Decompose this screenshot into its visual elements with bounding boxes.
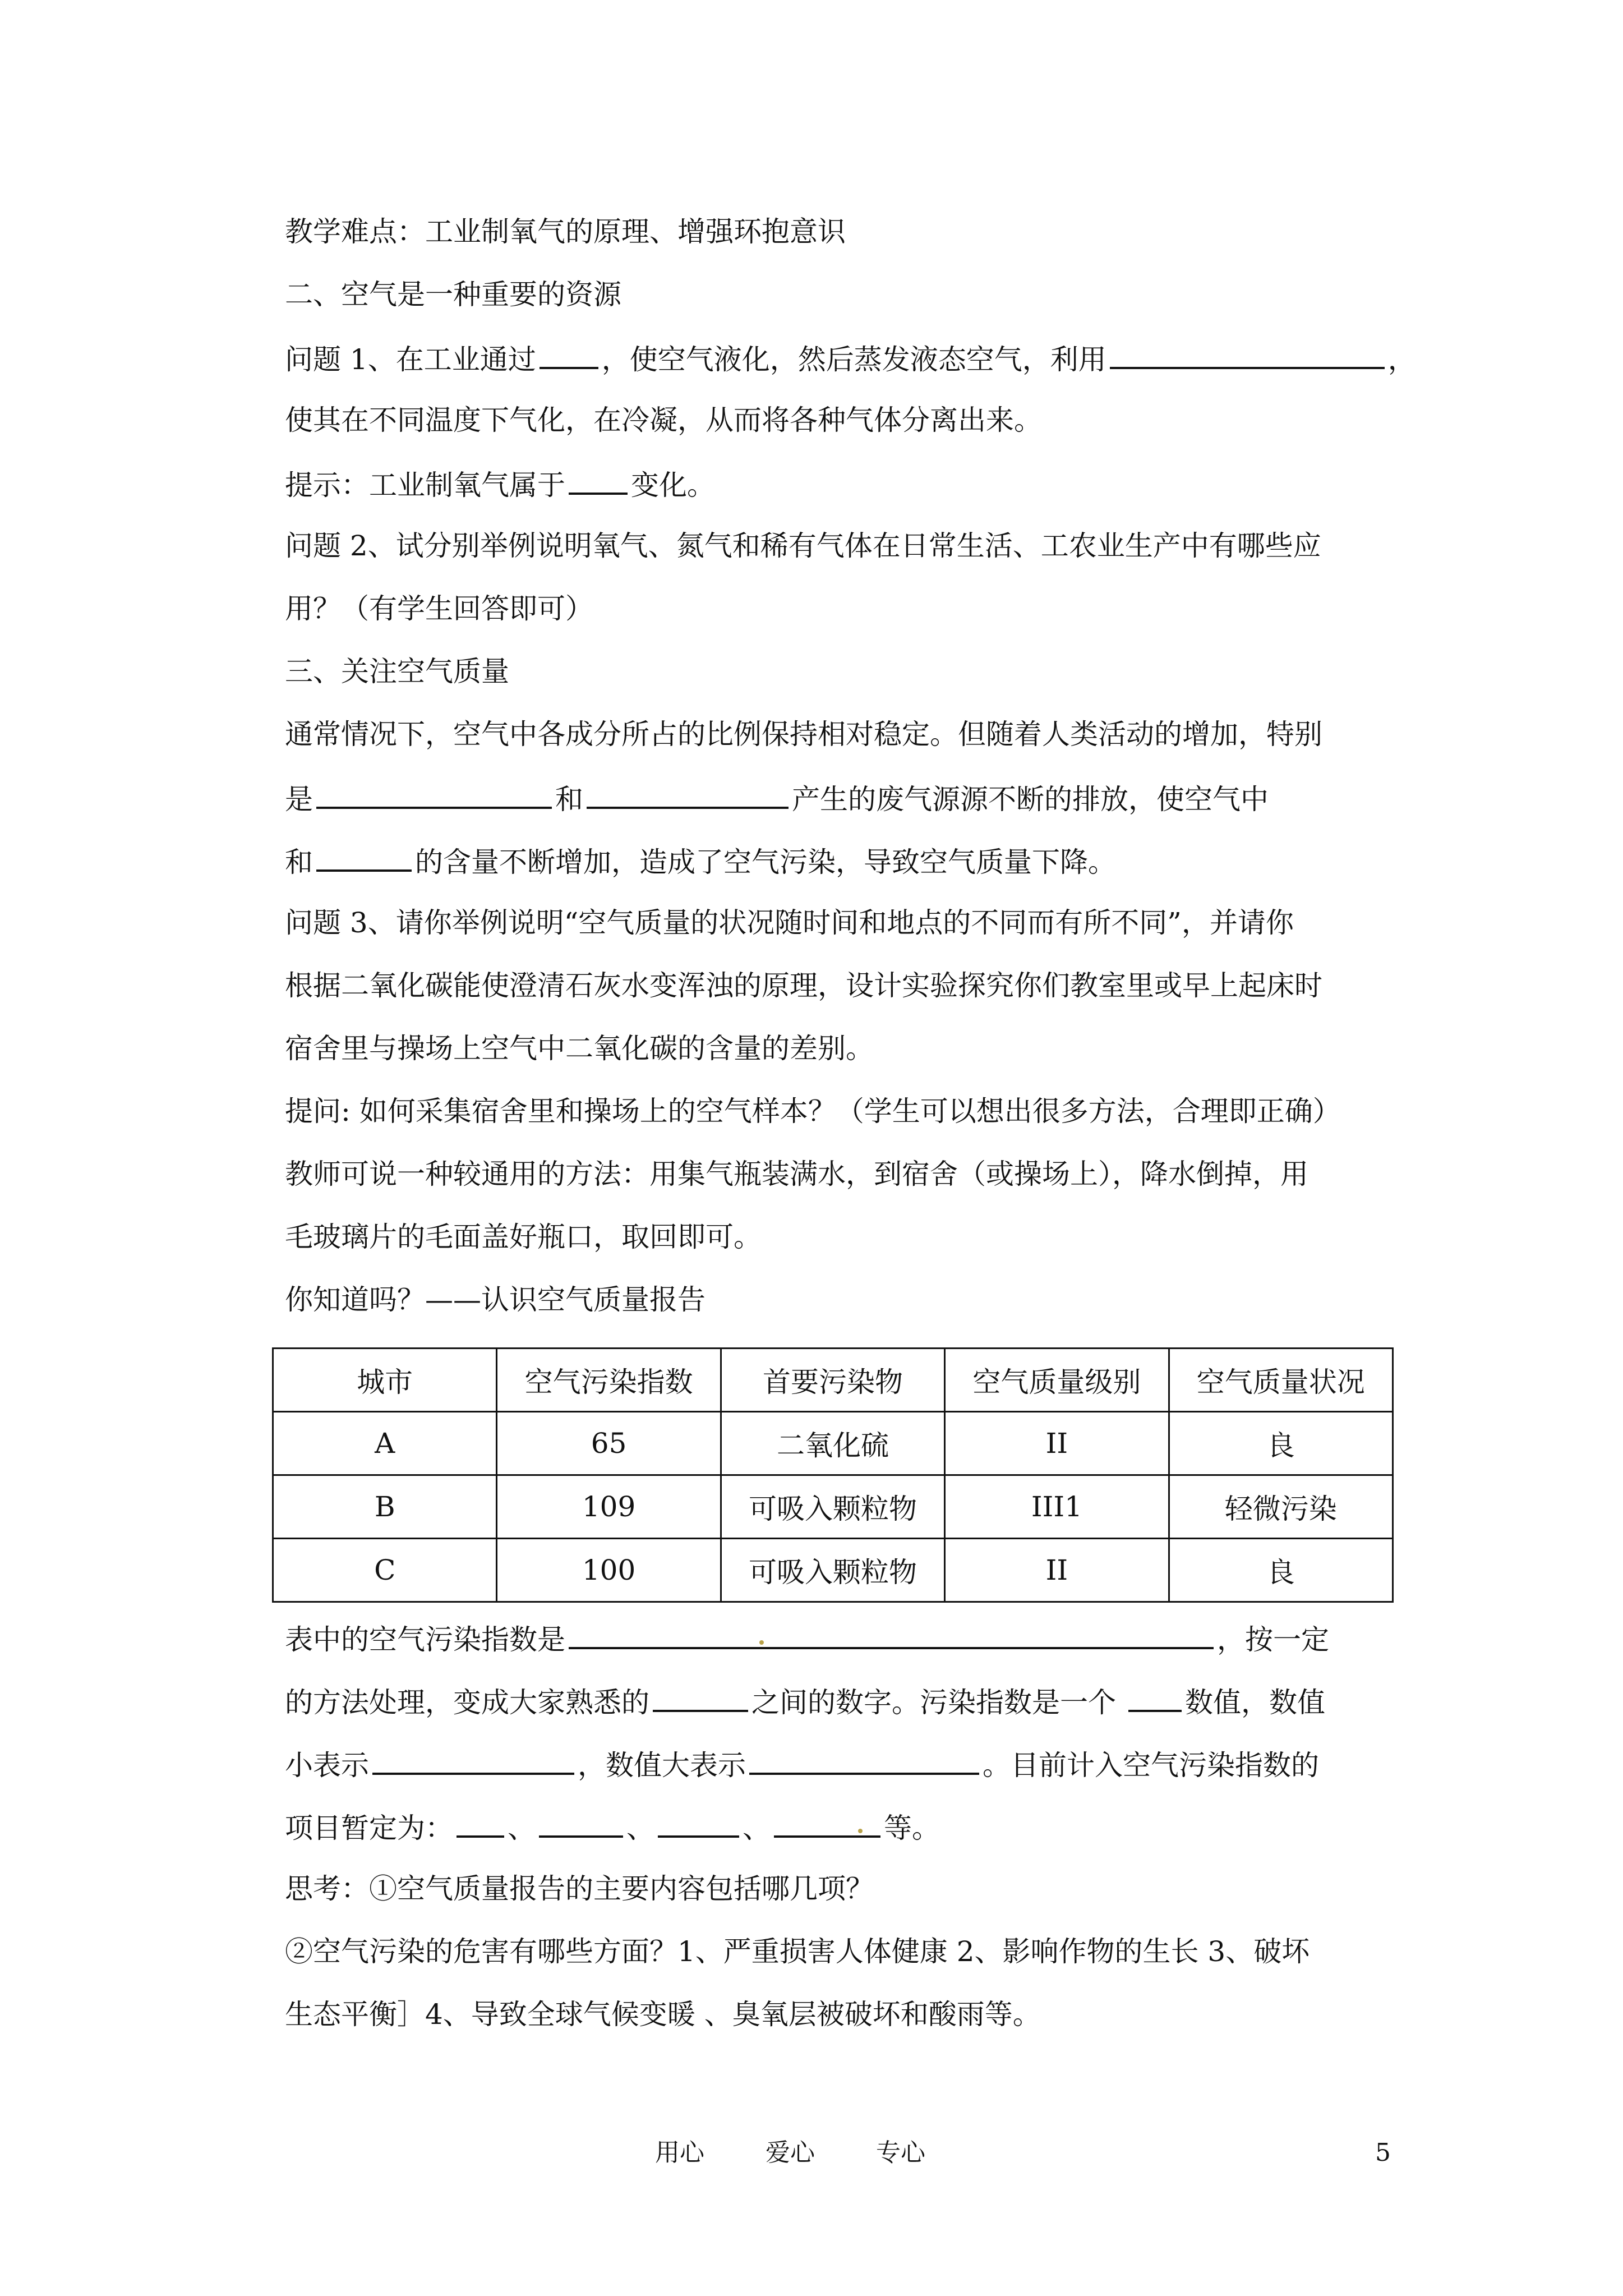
text-segment: 问题 1、在工业通过 [285, 343, 536, 376]
footer-motto-2: 爱心 [766, 2138, 815, 2167]
prompt-question: 提问: 如何采集宿舍里和操场上的空气样本？（学生可以想出很多方法，合理即正确） [285, 1095, 1341, 1128]
table-cell: 良 [1169, 1412, 1393, 1475]
api-line-4 [285, 1806, 940, 1848]
text-segment: 产生的废气源源不断的排放，使空气中 [792, 783, 1269, 816]
header-cell: 首要污染物 [721, 1349, 944, 1412]
table-cell: 100 [497, 1539, 721, 1602]
text-segment: 数值，数值 [1185, 1686, 1325, 1719]
table-cell: 二氧化硫 [721, 1412, 944, 1475]
text-segment: 、 [743, 1812, 771, 1844]
table-cell: II [945, 1539, 1169, 1602]
text-segment: 的方法处理，变成大家熟悉的 [285, 1686, 649, 1719]
blank[interactable] [774, 1806, 880, 1838]
text-segment: 。目前计入空气污染指数的 [983, 1749, 1319, 1782]
text-segment: ，使空气液化，然后蒸发液态空气，利用 [601, 343, 1106, 376]
blank[interactable] [316, 840, 412, 872]
table-cell: 轻微污染 [1169, 1475, 1393, 1539]
hint-line [285, 463, 715, 505]
blank[interactable] [1128, 1681, 1182, 1712]
did-you-know-heading: 你知道吗？——认识空气质量报告 [285, 1283, 706, 1316]
table-cell: A [273, 1412, 497, 1475]
table-cell: 65 [497, 1412, 721, 1475]
table-row [273, 1412, 1393, 1475]
text-segment: 项目暂定为： [285, 1812, 453, 1844]
stray-dot-icon [759, 1640, 764, 1645]
air-quality-table [272, 1347, 1394, 1603]
text-segment: 变化。 [631, 469, 715, 501]
text-segment: 表中的空气污染指数是 [285, 1623, 565, 1656]
table-row [273, 1475, 1393, 1539]
blank[interactable] [653, 1681, 748, 1712]
header-cell: 空气质量状况 [1169, 1349, 1393, 1412]
text-segment: 的含量不断增加，造成了空气污染，导致空气质量下降。 [415, 846, 1116, 878]
text-segment: 之间的数字。污染指数是一个 [751, 1686, 1116, 1719]
table-cell: III1 [945, 1475, 1169, 1539]
blank[interactable] [539, 1806, 623, 1838]
api-line-2 [285, 1681, 1325, 1722]
table-cell: B [273, 1475, 497, 1539]
text-segment: ，数值大表示 [578, 1749, 746, 1782]
header-cell: 城市 [273, 1349, 497, 1412]
text-segment: 、 [626, 1812, 654, 1844]
question-3-line-3: 宿舍里与操场上空气中二氧化碳的含量的差别。 [285, 1032, 874, 1065]
blank[interactable] [569, 463, 628, 495]
blank[interactable] [372, 1743, 574, 1775]
blank[interactable] [540, 338, 598, 369]
text-segment: 小表示 [285, 1749, 369, 1782]
paragraph-line-2 [285, 777, 1269, 819]
question-1-line-2: 使其在不同温度下气化，在冷凝，从而将各种气体分离出来。 [285, 404, 1042, 436]
blank[interactable] [569, 1618, 1214, 1649]
blank[interactable] [1110, 338, 1385, 369]
text-segment: 、 [508, 1812, 536, 1844]
question-3-line-1: 问题 3、请你举例说明“空气质量的状况随时间和地点的不同而有所不同”，并请你 [285, 907, 1294, 939]
table-row [273, 1539, 1393, 1602]
text-segment: 等。 [884, 1812, 940, 1844]
footer-motto-3: 专心 [876, 2138, 925, 2167]
think-question-1: 思考：①空气质量报告的主要内容包括哪几项？ [285, 1872, 874, 1905]
section-heading-3: 三、关注空气质量 [285, 655, 509, 688]
blank[interactable] [587, 777, 789, 809]
api-line-1 [285, 1618, 1329, 1659]
text-segment: 提示：工业制氧气属于 [285, 469, 565, 501]
section-heading-2: 二、空气是一种重要的资源 [285, 278, 621, 311]
header-cell: 空气污染指数 [497, 1349, 721, 1412]
teacher-method-line-1: 教师可说一种较通用的方法：用集气瓶装满水，到宿舍（或操场上），降水倒掉，用 [285, 1158, 1308, 1190]
table-cell: 可吸入颗粒物 [721, 1539, 944, 1602]
header-cell: 空气质量级别 [945, 1349, 1169, 1412]
question-2-line-1: 问题 2、试分别举例说明氧气、氮气和稀有气体在日常生活、工农业生产中有哪些应 [285, 530, 1321, 562]
teaching-difficulty: 教学难点：工业制氧气的原理、增强环抱意识 [285, 215, 846, 248]
question-2-line-2: 用？（有学生回答即可） [285, 592, 593, 625]
blank[interactable] [658, 1806, 739, 1838]
api-line-3 [285, 1743, 1319, 1785]
question-1-line-1 [285, 338, 1416, 379]
blank[interactable] [457, 1806, 504, 1838]
teacher-method-line-2: 毛玻璃片的毛面盖好瓶口，取回即可。 [285, 1221, 762, 1253]
blank[interactable] [749, 1743, 979, 1775]
table-header-row [273, 1349, 1393, 1412]
table-cell: 可吸入颗粒物 [721, 1475, 944, 1539]
table-cell: 良 [1169, 1539, 1393, 1602]
question-3-line-2: 根据二氧化碳能使澄清石灰水变浑浊的原理，设计实验探究你们教室里或早上起床时 [285, 969, 1322, 1002]
blank[interactable] [316, 777, 552, 809]
paragraph-line-1: 通常情况下，空气中各成分所占的比例保持相对稳定。但随着人类活动的增加，特别 [285, 718, 1322, 751]
table-cell: II [945, 1412, 1169, 1475]
stray-dot-icon [858, 1829, 863, 1833]
text-segment: 和 [285, 846, 313, 878]
text-segment: 是 [285, 783, 313, 816]
text-segment: ，按一定 [1217, 1623, 1329, 1656]
footer-motto-1: 用心 [655, 2138, 704, 2167]
table-cell: 109 [497, 1475, 721, 1539]
table-cell: C [273, 1539, 497, 1602]
think-question-2-line-1: ②空气污染的危害有哪些方面？1、严重损害人体健康 2、影响作物的生长 3、破坏 [285, 1935, 1310, 1968]
text-segment: ， [1387, 343, 1416, 376]
page-number: 5 [1375, 2138, 1391, 2167]
text-segment: 和 [555, 783, 583, 816]
think-question-2-line-2: 生态平衡］4、导致全球气候变暖 、臭氧层被破坏和酸雨等。 [285, 1998, 1041, 2031]
paragraph-line-3 [285, 840, 1116, 882]
